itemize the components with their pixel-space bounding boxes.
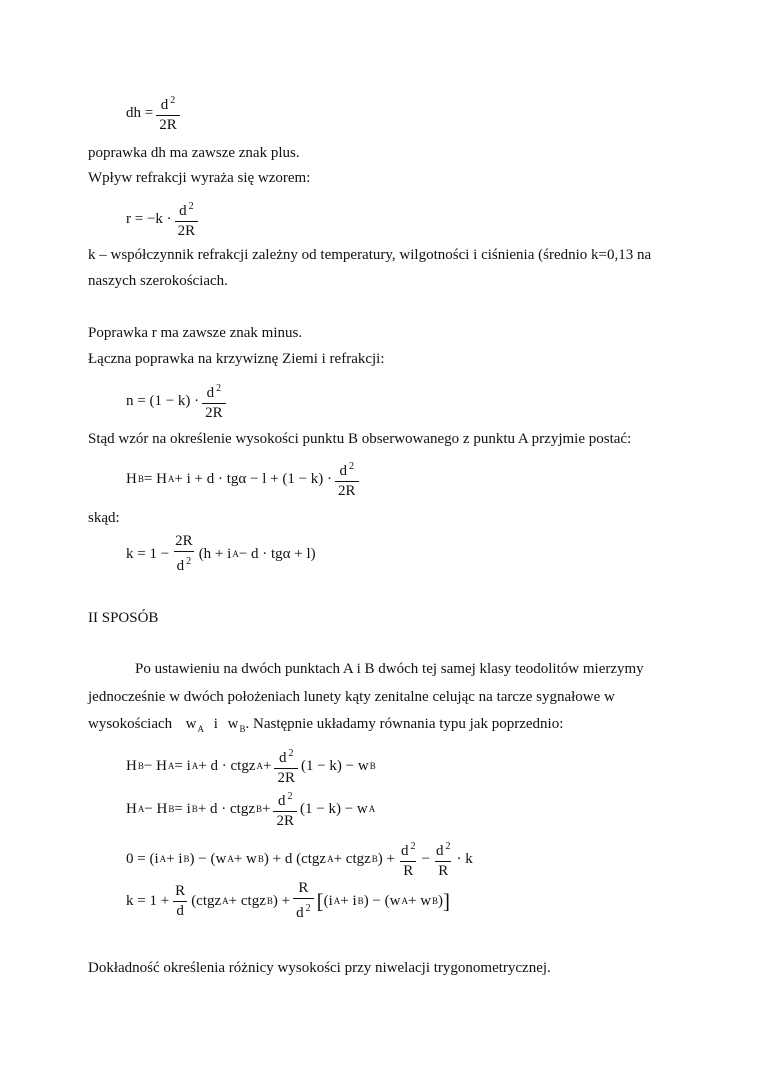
equation-hb: H B = H A + i + d · tgα − l + (1 − k) · $\frac{d ^2}{2R}$ bbox=[126, 458, 362, 500]
text-line: poprawka dh ma zawsze znak plus. bbox=[88, 145, 300, 161]
text-line: wysokościach $w_A$ i $w_B$. Następnie układamy równania typu jak poprzednio: bbox=[88, 716, 564, 734]
fraction: $\frac{d ^2}{2R}$ bbox=[156, 92, 180, 134]
text-line: Łączna poprawka na krzywiznę Ziemi i refrakcji: bbox=[88, 351, 385, 367]
text-line: k – współczynnik refrakcji zależny od temperatury, wilgotności i ciśnienia (średnio k=0,13 na bbox=[88, 247, 652, 263]
fraction: $\frac{R}{d}$ bbox=[175, 882, 186, 919]
fraction: $\frac{d ^2}{2R}$ bbox=[274, 745, 298, 787]
equation-dh: dh = $\frac{d ^2}{2R}$ bbox=[126, 92, 183, 134]
fraction: $\frac{d ^2}{R}$ bbox=[401, 841, 416, 879]
text-line: Dokładność określenia różnicy wysokości przy niwelacji trygonometrycznej. bbox=[88, 960, 551, 976]
section-heading: II SPOSÓB bbox=[88, 610, 159, 626]
text-line: Po ustawieniu na dwóch punktach A i B dwóch tej samej klasy teodolitów mierzymy bbox=[135, 661, 644, 677]
text-line: Poprawka r ma zawsze znak minus. bbox=[88, 325, 303, 341]
fraction: $\frac{d ^2}{2R}$ bbox=[273, 788, 297, 830]
fraction: $\frac{d ^2}{2R}$ bbox=[175, 198, 199, 240]
fraction: $\frac{R}{d ^2}$ bbox=[293, 880, 314, 922]
equation-k1: k = 1 − $\frac{2R}{d ^2}$ (h + i A − d · tgα + l) bbox=[126, 533, 316, 574]
equation-zero: 0 = (i A + i B ) − (w A + w B ) + d (ctgz A + ctgz B ) + $\frac{d ^2}{R}$ − $\frac{d ^2}{R}$ · k bbox=[126, 838, 473, 880]
text-line: naszych szerokościach. bbox=[88, 273, 228, 289]
text-line: skąd: bbox=[88, 510, 120, 526]
text-line: jednocześnie w dwóch położeniach lunety kąty zenitalne celując na tarcze sygnałowe w bbox=[88, 689, 615, 705]
equation-r: r = −k · $\frac{d ^2}{2R}$ bbox=[126, 198, 201, 240]
text-line: Wpływ refrakcji wyraża się wzorem: bbox=[88, 170, 311, 186]
equation-n: n = (1 − k) · $\frac{d ^2}{2R}$ bbox=[126, 380, 229, 422]
fraction: $\frac{d ^2}{R}$ bbox=[435, 841, 451, 879]
fraction: $\frac{d ^2}{2R}$ bbox=[335, 458, 359, 500]
fraction: $\frac{2R}{d ^2}$ bbox=[175, 533, 193, 574]
fraction: $\frac{d ^2}{2R}$ bbox=[202, 380, 226, 422]
equation-ha-hb: H A − H B = i B + d · ctgz B + $\frac{d ^2}{2R}$ (1 − k) − w A bbox=[126, 788, 375, 830]
equation-hb-ha: H B − H A = i A + d · ctgz A + $\frac{d ^2}{2R}$ (1 − k) − w B bbox=[126, 745, 376, 787]
equation-k2: k = 1 + $\frac{R}{d}$ (ctgz A + ctgz B ) + $\frac{R}{d ^2}$ [ (i A + i B ) − (w A + w B ) ] bbox=[126, 880, 451, 921]
text-line: Stąd wzór na określenie wysokości punktu B obserwowanego z punktu A przyjmie postać: bbox=[88, 431, 632, 447]
